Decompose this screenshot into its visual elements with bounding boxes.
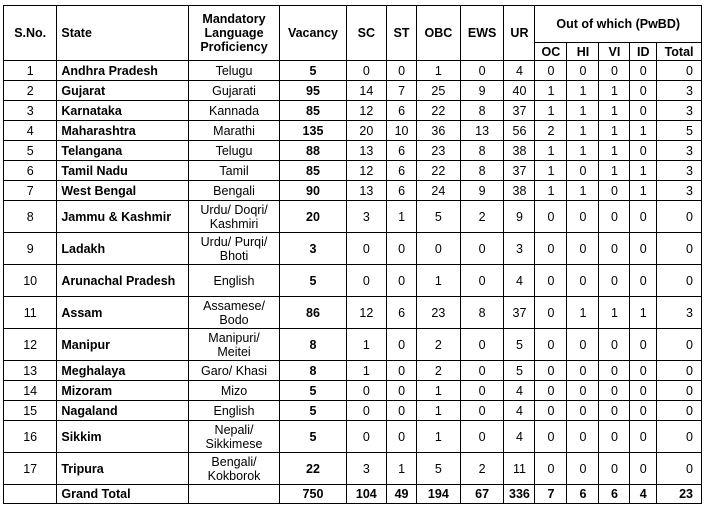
cell-sc: 0	[346, 421, 387, 453]
cell-total: 3	[657, 81, 702, 101]
cell-ur: 4	[504, 421, 535, 453]
cell-vi: 0	[599, 61, 630, 81]
cell-id: 1	[630, 161, 657, 181]
cell-ews: 9	[460, 81, 504, 101]
cell-sno: 8	[4, 201, 57, 233]
cell-total: 3	[657, 161, 702, 181]
cell-total: 5	[657, 121, 702, 141]
cell-vacancy: 5	[280, 61, 346, 81]
cell-vacancy: 85	[280, 101, 346, 121]
cell-vacancy: 95	[280, 81, 346, 101]
cell-ews: 0	[460, 381, 504, 401]
cell-ur: 4	[504, 381, 535, 401]
cell-ur: 4	[504, 401, 535, 421]
table-row	[4, 141, 702, 161]
cell-ur: 37	[504, 161, 535, 181]
cell-total: 3	[657, 101, 702, 121]
cell-sc: 14	[346, 81, 387, 101]
cell-total: 0	[657, 329, 702, 361]
cell-state: Manipur	[57, 329, 188, 361]
cell-vacancy: 8	[280, 329, 346, 361]
cell-obc: 2	[416, 361, 460, 381]
cell-oc: 0	[535, 381, 567, 401]
cell-vi: 1	[599, 101, 630, 121]
cell-st: 0	[387, 401, 417, 421]
cell-sno: 15	[4, 401, 57, 421]
cell-vi: 0	[599, 329, 630, 361]
header-state: State	[57, 6, 188, 61]
cell-vacancy: 3	[280, 233, 346, 265]
grand-total-ews: 67	[460, 485, 504, 504]
cell-total: 0	[657, 233, 702, 265]
cell-oc: 0	[535, 421, 567, 453]
cell-st: 0	[387, 61, 417, 81]
cell-oc: 0	[535, 453, 567, 485]
cell-sno: 9	[4, 233, 57, 265]
cell-obc: 25	[416, 81, 460, 101]
cell-obc: 23	[416, 141, 460, 161]
cell-total: 0	[657, 421, 702, 453]
cell-sno: 16	[4, 421, 57, 453]
header-oc: OC	[535, 43, 567, 61]
cell-sc: 0	[346, 61, 387, 81]
cell-sc: 3	[346, 201, 387, 233]
cell-sno: 14	[4, 381, 57, 401]
cell-sno: 7	[4, 181, 57, 201]
cell-state: Gujarat	[57, 81, 188, 101]
cell-sno: 1	[4, 61, 57, 81]
cell-language: Telugu	[188, 141, 280, 161]
cell-ews: 0	[460, 361, 504, 381]
cell-ur: 38	[504, 141, 535, 161]
cell-vacancy: 90	[280, 181, 346, 201]
table-row	[4, 421, 702, 453]
cell-id: 0	[630, 141, 657, 161]
cell-hi: 1	[567, 141, 599, 161]
cell-sc: 0	[346, 381, 387, 401]
cell-ur: 5	[504, 329, 535, 361]
cell-total: 0	[657, 265, 702, 297]
cell-ur: 4	[504, 265, 535, 297]
cell-vi: 1	[599, 141, 630, 161]
cell-state: Mizoram	[57, 381, 188, 401]
grand-total-obc: 194	[416, 485, 460, 504]
cell-ur: 11	[504, 453, 535, 485]
header-vacancy: Vacancy	[280, 6, 346, 61]
cell-hi: 0	[567, 265, 599, 297]
cell-sc: 13	[346, 141, 387, 161]
cell-hi: 0	[567, 329, 599, 361]
header-language: Mandatory Language Proficiency	[188, 6, 280, 61]
cell-hi: 0	[567, 233, 599, 265]
table-row	[4, 101, 702, 121]
header-ur: UR	[504, 6, 535, 61]
cell-vacancy: 5	[280, 265, 346, 297]
header-sc: SC	[346, 6, 387, 61]
cell-oc: 1	[535, 81, 567, 101]
cell-ur: 56	[504, 121, 535, 141]
cell-total: 3	[657, 181, 702, 201]
cell-hi: 1	[567, 121, 599, 141]
cell-state: Jammu & Kashmir	[57, 201, 188, 233]
cell-st: 6	[387, 181, 417, 201]
cell-oc: 0	[535, 329, 567, 361]
cell-language: Tamil	[188, 161, 280, 181]
table-row	[4, 453, 702, 485]
cell-st: 6	[387, 101, 417, 121]
cell-obc: 22	[416, 101, 460, 121]
cell-obc: 36	[416, 121, 460, 141]
cell-st: 6	[387, 161, 417, 181]
cell-ews: 8	[460, 297, 504, 329]
cell-id: 0	[630, 329, 657, 361]
cell-total: 0	[657, 361, 702, 381]
cell-obc: 1	[416, 421, 460, 453]
cell-ews: 0	[460, 61, 504, 81]
cell-obc: 5	[416, 201, 460, 233]
cell-st: 0	[387, 381, 417, 401]
table-row	[4, 233, 702, 265]
grand-total-ur: 336	[504, 485, 535, 504]
header-row-1	[4, 6, 702, 43]
cell-vi: 0	[599, 421, 630, 453]
header-sno: S.No.	[4, 6, 57, 61]
cell-ur: 40	[504, 81, 535, 101]
cell-obc: 1	[416, 265, 460, 297]
cell-hi: 0	[567, 161, 599, 181]
cell-ews: 9	[460, 181, 504, 201]
cell-language: Mizo	[188, 381, 280, 401]
cell-state: Maharashtra	[57, 121, 188, 141]
cell-vacancy: 20	[280, 201, 346, 233]
cell-state: Tripura	[57, 453, 188, 485]
cell-sno: 12	[4, 329, 57, 361]
cell-ews: 8	[460, 141, 504, 161]
cell-id: 0	[630, 81, 657, 101]
cell-st: 6	[387, 141, 417, 161]
cell-hi: 0	[567, 361, 599, 381]
grand-total-id: 4	[630, 485, 657, 504]
table-row	[4, 161, 702, 181]
cell-vi: 0	[599, 361, 630, 381]
cell-vi: 1	[599, 81, 630, 101]
cell-id: 0	[630, 453, 657, 485]
cell-sno: 13	[4, 361, 57, 381]
cell-hi: 0	[567, 201, 599, 233]
cell-obc: 2	[416, 329, 460, 361]
cell-ews: 13	[460, 121, 504, 141]
header-id: ID	[630, 43, 657, 61]
cell-language: Marathi	[188, 121, 280, 141]
cell-id: 0	[630, 61, 657, 81]
cell-st: 6	[387, 297, 417, 329]
cell-obc: 0	[416, 233, 460, 265]
table-row	[4, 181, 702, 201]
cell-ews: 0	[460, 401, 504, 421]
cell-state: Karnataka	[57, 101, 188, 121]
cell-sc: 12	[346, 161, 387, 181]
cell-st: 7	[387, 81, 417, 101]
cell-total: 3	[657, 297, 702, 329]
cell-st: 1	[387, 453, 417, 485]
vacancy-table	[3, 5, 702, 504]
cell-ews: 8	[460, 101, 504, 121]
cell-vacancy: 135	[280, 121, 346, 141]
cell-language: Urdu/ Purqi/ Bhoti	[188, 233, 280, 265]
cell-total: 0	[657, 401, 702, 421]
cell-st: 0	[387, 361, 417, 381]
cell-obc: 24	[416, 181, 460, 201]
cell-language: Gujarati	[188, 81, 280, 101]
cell-vi: 0	[599, 233, 630, 265]
cell-st: 0	[387, 329, 417, 361]
cell-oc: 0	[535, 265, 567, 297]
cell-oc: 2	[535, 121, 567, 141]
cell-obc: 1	[416, 381, 460, 401]
cell-language: Manipuri/ Meitei	[188, 329, 280, 361]
table-row	[4, 61, 702, 81]
cell-ur: 4	[504, 61, 535, 81]
cell-total: 0	[657, 61, 702, 81]
cell-sc: 12	[346, 101, 387, 121]
cell-sc: 20	[346, 121, 387, 141]
grand-total-vi: 6	[599, 485, 630, 504]
cell-id: 0	[630, 233, 657, 265]
cell-sno: 4	[4, 121, 57, 141]
header-st: ST	[387, 6, 417, 61]
cell-obc: 1	[416, 61, 460, 81]
cell-vi: 0	[599, 265, 630, 297]
cell-oc: 0	[535, 297, 567, 329]
cell-vi: 0	[599, 181, 630, 201]
cell-id: 0	[630, 201, 657, 233]
cell-obc: 23	[416, 297, 460, 329]
cell-vacancy: 85	[280, 161, 346, 181]
cell-oc: 0	[535, 61, 567, 81]
cell-obc: 22	[416, 161, 460, 181]
table-row	[4, 81, 702, 101]
cell-sc: 0	[346, 401, 387, 421]
cell-language: Garo/ Khasi	[188, 361, 280, 381]
cell-language: Telugu	[188, 61, 280, 81]
cell-sc: 0	[346, 233, 387, 265]
cell-st: 0	[387, 233, 417, 265]
cell-id: 0	[630, 101, 657, 121]
table-row	[4, 265, 702, 297]
cell-id: 0	[630, 401, 657, 421]
table-row	[4, 401, 702, 421]
cell-ews: 0	[460, 233, 504, 265]
cell-language: Kannada	[188, 101, 280, 121]
cell-ews: 8	[460, 161, 504, 181]
cell-language: Bengali	[188, 181, 280, 201]
cell-sno: 11	[4, 297, 57, 329]
cell-total: 3	[657, 141, 702, 161]
table-row	[4, 201, 702, 233]
cell-state: Tamil Nadu	[57, 161, 188, 181]
cell-oc: 1	[535, 181, 567, 201]
header-ews: EWS	[460, 6, 504, 61]
grand-total-st: 49	[387, 485, 417, 504]
cell-sc: 1	[346, 329, 387, 361]
cell-state: Sikkim	[57, 421, 188, 453]
cell-vi: 1	[599, 297, 630, 329]
cell-vacancy: 86	[280, 297, 346, 329]
cell-sno: 6	[4, 161, 57, 181]
table-row	[4, 297, 702, 329]
cell-ur: 38	[504, 181, 535, 201]
cell-sc: 1	[346, 361, 387, 381]
cell-language: Bengali/ Kokborok	[188, 453, 280, 485]
cell-st: 10	[387, 121, 417, 141]
cell-hi: 0	[567, 421, 599, 453]
cell-vi: 0	[599, 381, 630, 401]
cell-language-empty	[188, 485, 280, 504]
cell-state: Ladakh	[57, 233, 188, 265]
cell-ur: 37	[504, 297, 535, 329]
grand-total-row	[4, 485, 702, 504]
cell-hi: 1	[567, 297, 599, 329]
cell-total: 0	[657, 201, 702, 233]
cell-state: Andhra Pradesh	[57, 61, 188, 81]
cell-id: 0	[630, 265, 657, 297]
cell-vi: 0	[599, 401, 630, 421]
cell-vi: 0	[599, 453, 630, 485]
cell-id: 0	[630, 421, 657, 453]
grand-total-vacancy: 750	[280, 485, 346, 504]
cell-oc: 1	[535, 141, 567, 161]
cell-vi: 1	[599, 161, 630, 181]
grand-total-hi: 6	[567, 485, 599, 504]
cell-state: Nagaland	[57, 401, 188, 421]
cell-ews: 0	[460, 421, 504, 453]
header-hi: HI	[567, 43, 599, 61]
cell-hi: 1	[567, 101, 599, 121]
cell-vi: 1	[599, 121, 630, 141]
table-row	[4, 329, 702, 361]
cell-sno-empty	[4, 485, 57, 504]
table-row	[4, 361, 702, 381]
cell-oc: 1	[535, 101, 567, 121]
cell-sc: 3	[346, 453, 387, 485]
cell-ews: 0	[460, 329, 504, 361]
cell-language: Nepali/ Sikkimese	[188, 421, 280, 453]
cell-obc: 5	[416, 453, 460, 485]
cell-state: West Bengal	[57, 181, 188, 201]
cell-ews: 2	[460, 201, 504, 233]
cell-oc: 0	[535, 401, 567, 421]
cell-vacancy: 5	[280, 401, 346, 421]
cell-ews: 2	[460, 453, 504, 485]
cell-sc: 13	[346, 181, 387, 201]
cell-state: Arunachal Pradesh	[57, 265, 188, 297]
cell-vacancy: 5	[280, 421, 346, 453]
cell-st: 1	[387, 201, 417, 233]
header-total: Total	[657, 43, 702, 61]
cell-hi: 1	[567, 181, 599, 201]
cell-vacancy: 88	[280, 141, 346, 161]
cell-obc: 1	[416, 401, 460, 421]
cell-state: Telangana	[57, 141, 188, 161]
grand-total-oc: 7	[535, 485, 567, 504]
cell-hi: 0	[567, 453, 599, 485]
cell-st: 0	[387, 265, 417, 297]
cell-language: Assamese/ Bodo	[188, 297, 280, 329]
cell-id: 0	[630, 361, 657, 381]
cell-sno: 3	[4, 101, 57, 121]
cell-ur: 3	[504, 233, 535, 265]
cell-hi: 1	[567, 81, 599, 101]
cell-sno: 17	[4, 453, 57, 485]
cell-ews: 0	[460, 265, 504, 297]
cell-state: Meghalaya	[57, 361, 188, 381]
cell-state: Assam	[57, 297, 188, 329]
cell-oc: 0	[535, 361, 567, 381]
grand-total-sc: 104	[346, 485, 387, 504]
cell-language: Urdu/ Doqri/ Kashmiri	[188, 201, 280, 233]
table-row	[4, 381, 702, 401]
header-obc: OBC	[416, 6, 460, 61]
cell-hi: 0	[567, 401, 599, 421]
cell-ur: 5	[504, 361, 535, 381]
header-vi: VI	[599, 43, 630, 61]
grand-total-total: 23	[657, 485, 702, 504]
cell-hi: 0	[567, 381, 599, 401]
cell-vi: 0	[599, 201, 630, 233]
cell-id: 0	[630, 381, 657, 401]
cell-total: 0	[657, 453, 702, 485]
cell-sno: 5	[4, 141, 57, 161]
cell-ur: 37	[504, 101, 535, 121]
cell-sno: 10	[4, 265, 57, 297]
cell-oc: 0	[535, 201, 567, 233]
header-pwbd-group: Out of which (PwBD)	[535, 6, 702, 43]
cell-ur: 9	[504, 201, 535, 233]
cell-oc: 0	[535, 233, 567, 265]
cell-vacancy: 22	[280, 453, 346, 485]
cell-id: 1	[630, 297, 657, 329]
cell-sno: 2	[4, 81, 57, 101]
cell-id: 1	[630, 121, 657, 141]
cell-id: 1	[630, 181, 657, 201]
cell-sc: 12	[346, 297, 387, 329]
cell-total: 0	[657, 381, 702, 401]
cell-hi: 0	[567, 61, 599, 81]
grand-total-label: Grand Total	[57, 485, 188, 504]
cell-language: English	[188, 265, 280, 297]
table-body	[4, 61, 702, 504]
cell-oc: 1	[535, 161, 567, 181]
cell-sc: 0	[346, 265, 387, 297]
cell-vacancy: 5	[280, 381, 346, 401]
table-row	[4, 121, 702, 141]
cell-vacancy: 8	[280, 361, 346, 381]
cell-st: 0	[387, 421, 417, 453]
cell-language: English	[188, 401, 280, 421]
